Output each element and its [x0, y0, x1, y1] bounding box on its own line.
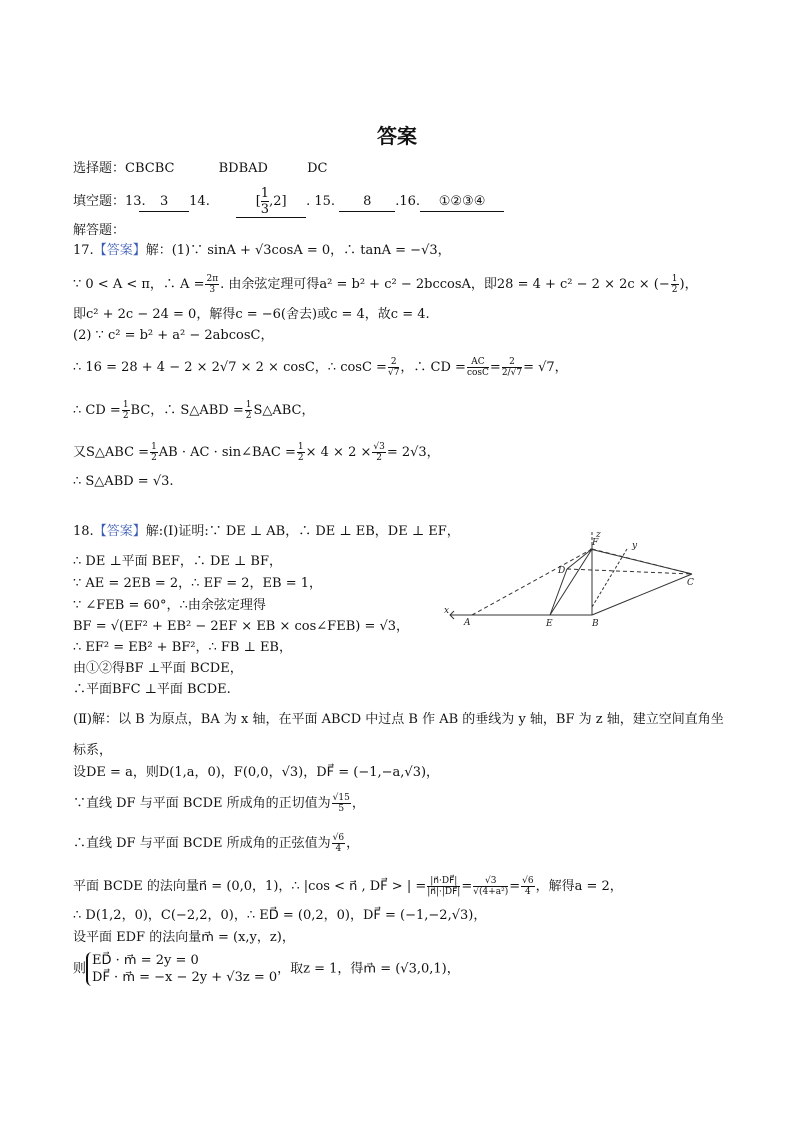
q17-line-8: ∴ S△ABD = √3. [73, 474, 174, 489]
label-A: A [464, 618, 471, 628]
q13-answer: 3 [139, 193, 189, 212]
choice-label: 选择题： [73, 161, 126, 176]
label-B: B [592, 619, 599, 629]
q16-number: 16. [399, 194, 421, 209]
q18-line-3: ∵ AE = 2EB = 2，∴ EF = 2，EB = 1， [73, 576, 322, 591]
q18-line-1: 18.【答案】解:(Ⅰ)证明:∵ DE ⊥ AB，∴ DE ⊥ EB，DE ⊥ EF， [73, 524, 460, 539]
y-axis [592, 549, 627, 607]
edge-DF [567, 549, 592, 569]
q17-line-7: 又S△ABC = $\frac{1}{2}$ AB · AC · sin∠BAC = $\frac{1}{2}$ × 4 × 2 × $\frac{√3}{2}$ = 2√3， [73, 442, 440, 463]
q18-line-12: ∵直线 DF 与平面 BCDE 所成角的正切值为 $\frac{√15}{5}$ ， [73, 793, 365, 814]
edge-BC [592, 574, 692, 615]
equation-system: ED⃗ · m⃗ = 2y = 0 DF⃗ · m⃗ = −x − 2y + √3z = 0 [86, 952, 277, 986]
label-C: C [687, 578, 694, 588]
q17-line-6: ∴ CD = $\frac{1}{2}$ BC，∴ S△ABD = $\frac{1}{2}$ S△ABC， [73, 400, 315, 421]
q18-line-7: 由①②得BF ⊥平面 BCDE， [73, 661, 243, 676]
label-z: z [596, 530, 601, 540]
q18-line-2: ∴ DE ⊥平面 BEF，∴ DE ⊥ BF， [73, 554, 282, 569]
answer-tag: 【答案】 [93, 243, 146, 258]
fill-answers: 填空题：13. 3 14. [ $\frac{1}{3}$ ,2] . 15. 8 .16. ①②③④ [73, 186, 504, 218]
q18-line-17: 则 ED⃗ · m⃗ = 2y = 0 DF⃗ · m⃗ = −x − 2y + √3z = 0 ，取z = 1，得m⃗ = (√3,0,1)， [73, 953, 460, 985]
q17-line-2: ∵ 0 < A < π，∴ A = $\frac{2\pi}{3}$ . 由余弦定理可得a² = b² + c² − 2bccosA，即28 = 4 + c² − 2 × 2c × (− $\frac{1}{2}$ )， [73, 274, 698, 295]
label-x: x [444, 606, 450, 616]
q16-answer: ①②③④ [420, 193, 504, 212]
choice-group: BDBAD [218, 161, 268, 176]
q18-line-9: (Ⅱ)解：以 B 为原点，BA 为 x 轴，在平面 ABCD 中过点 B 作 AB 的垂线为 y 轴，BF 为 z 轴，建立空间直角坐 [73, 712, 724, 727]
q14-number: 14. [189, 194, 210, 209]
choice-group: DC [307, 161, 328, 176]
q17-line-4: (2) ∵ c² = b² + a² − 2abcosC， [73, 328, 274, 343]
page-title: 答案 [377, 124, 417, 148]
label-E: E [546, 619, 553, 629]
choice-answers [73, 160, 327, 178]
choice-group: CBCBC [125, 161, 175, 176]
q18-line-14: 平面 BCDE 的法向量n⃗ = (0,0，1)，∴ |cos < n⃗ , DF⃗ > | = $\frac{|n⃗\cdot DF⃗|}{|n⃗|\cdot|DF⃗|}$ = $\frac{√3}{\text{√(4+a²)}}$ = $\frac{√6}{4}$ ，解得a = 2， [73, 876, 623, 897]
q18-line-13: ∴直线 DF 与平面 BCDE 所成角的正弦值为 $\frac{√6}{4}$ ， [73, 833, 360, 854]
q17-line-1: 17.【答案】解：(1)∵ sinA + √3cosA = 0，∴ tanA = −√3， [73, 243, 451, 258]
q17-line-3: 即c² + 2c − 24 = 0，解得c = −6(舍去)或c = 4，故c = 4. [73, 307, 430, 322]
answers-label: 解答题： [73, 223, 126, 238]
label-y: y [632, 541, 638, 551]
q17-line-5: ∴ 16 = 28 + 4 − 2 × 2√7 × 2 × cosC，∴ cosC = $\frac{2}{√7}$ ，∴ CD = $\frac{AC}{\cos C}$ = $\frac{2}{2/√7}$ = √7， [73, 357, 568, 378]
answer-tag: 【答案】 [93, 524, 146, 539]
q18-line-8: ∴平面BFC ⊥平面 BCDE. [73, 682, 231, 697]
q15-number: 15. [314, 194, 336, 209]
fill-label: 填空题： [73, 194, 126, 209]
label-F: F [592, 538, 599, 548]
geometry-figure [442, 527, 704, 645]
q18-line-4: ∵ ∠FEB = 60°，∴由余弦定理得 [73, 598, 266, 613]
q18-line-11: 设DE = a，则D(1,a，0)，F(0,0，√3)，DF⃗ = (−1,−a,√3)， [73, 765, 440, 780]
q18-line-5: BF = √(EF² + EB² − 2EF × EB × cos∠FEB) = √3， [73, 619, 410, 634]
edge-EF [550, 549, 592, 615]
q18-line-6: ∴ EF² = EB² + BF²，∴ FB ⊥ EB， [73, 640, 292, 655]
q18-line-15: ∴ D(1,2，0)，C(−2,2，0)，∴ ED⃗ = (0,2，0)，DF⃗ = (−1,−2,√3)， [73, 908, 487, 923]
label-D: D [558, 566, 566, 576]
dashed-edge-AF [472, 549, 592, 615]
q18-line-16: 设平面 EDF 的法向量m⃗ = (x,y，z)， [73, 930, 295, 945]
q18-line-10: 标系， [73, 743, 113, 758]
q14-answer: [ $\frac{1}{3}$ ,2] [236, 186, 306, 218]
q15-answer: 8 [339, 193, 395, 212]
